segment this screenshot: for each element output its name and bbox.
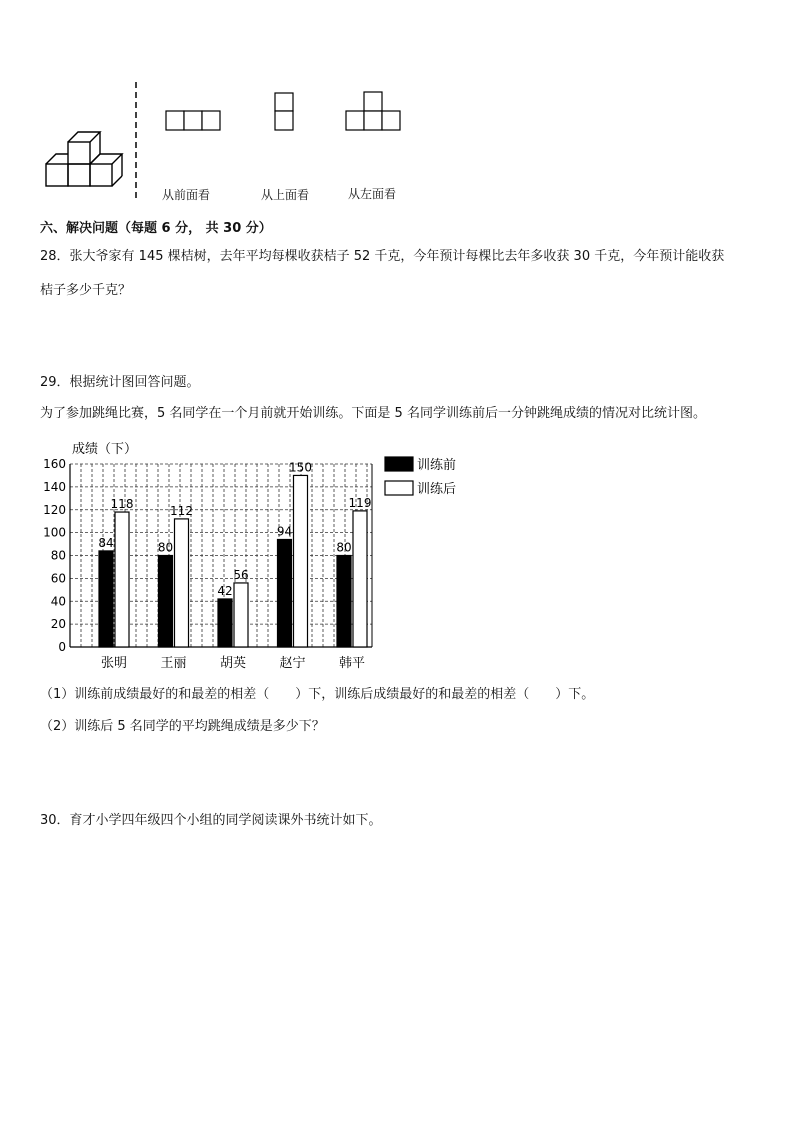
front-view-label: 从前面看: [162, 188, 211, 202]
front-view-grid: [165, 110, 223, 132]
bar-value-label: 80: [157, 540, 174, 555]
bar-value-label: 80: [336, 540, 352, 555]
bar-after: [175, 519, 189, 647]
y-tick-label: 100: [43, 525, 66, 540]
bar-value-label: 84: [98, 535, 114, 550]
bar-before: [159, 556, 173, 648]
bar-after: [115, 512, 129, 647]
left-view-label: 从左面看: [348, 187, 397, 201]
bar-after: [294, 475, 308, 647]
bar-value-label: 94: [276, 524, 293, 539]
bar-value-label: 112: [170, 503, 193, 518]
y-tick-label: 120: [43, 502, 66, 517]
y-tick-label: 20: [50, 617, 66, 632]
q29-sub1: （1）训练前成绩最好的和最差的相差（ ）下，训练后成绩最好的和最差的相差（ ）下。: [40, 687, 595, 702]
x-tick-label: 赵宁: [279, 656, 306, 671]
bar-value-label: 150: [289, 460, 312, 475]
dashed-divider: [132, 82, 140, 202]
bar-after: [353, 511, 367, 647]
y-axis-label: 成绩（下）: [72, 442, 138, 457]
legend-label: 训练后: [417, 482, 457, 497]
q29-sub2: （2）训练后 5 名同学的平均跳绳成绩是多少下？: [40, 719, 325, 734]
y-tick-label: 140: [43, 479, 66, 494]
top-view-label: 从上面看: [261, 188, 310, 202]
bar-before: [99, 551, 113, 647]
legend-label: 训练前: [417, 458, 457, 473]
bar-value-label: 118: [110, 497, 134, 512]
q29-title: 29．根据统计图回答问题。: [40, 375, 200, 390]
x-tick-label: 王丽: [160, 656, 187, 671]
bar-after: [234, 583, 248, 647]
y-tick-label: 80: [50, 548, 66, 563]
q29-intro: 为了参加跳绳比赛，5 名同学在一个月前就开始训练。下面是 5 名同学训练前后一分钟跳绳成绩的情况对比统计图。: [40, 406, 706, 421]
legend-swatch: [385, 457, 413, 471]
x-tick-label: 韩平: [338, 656, 366, 671]
y-tick-label: 160: [43, 457, 66, 471]
section-six-title: 六、解决问题（每题 6 分， 共 30 分）: [40, 221, 272, 236]
bar-chart: [30, 435, 480, 675]
q28-line1: 28．张大爷家有 145 棵桔树，去年平均每棵收获桔子 52 千克，今年预计每棵比去年多收获 30 千克，今年预计能收获: [40, 249, 725, 264]
bar-value-label: 119: [348, 495, 372, 510]
cube-figure: [40, 120, 130, 192]
top-view-grid: [274, 92, 296, 132]
legend-swatch: [385, 481, 413, 495]
x-tick-label: 张明: [100, 656, 128, 671]
bar-value-label: 42: [217, 583, 233, 598]
q28-line2: 桔子多少千克？: [40, 283, 132, 298]
y-tick-label: 0: [58, 640, 66, 654]
bar-before: [337, 556, 351, 648]
left-view-grid: [345, 91, 403, 132]
y-tick-label: 40: [50, 594, 66, 609]
x-tick-label: 胡英: [219, 656, 247, 671]
bar-value-label: 56: [233, 567, 249, 582]
bar-before: [218, 599, 232, 647]
y-tick-label: 60: [50, 571, 66, 586]
q30-title: 30．育才小学四年级四个小组的同学阅读课外书统计如下。: [40, 813, 382, 828]
bar-before: [278, 539, 292, 647]
